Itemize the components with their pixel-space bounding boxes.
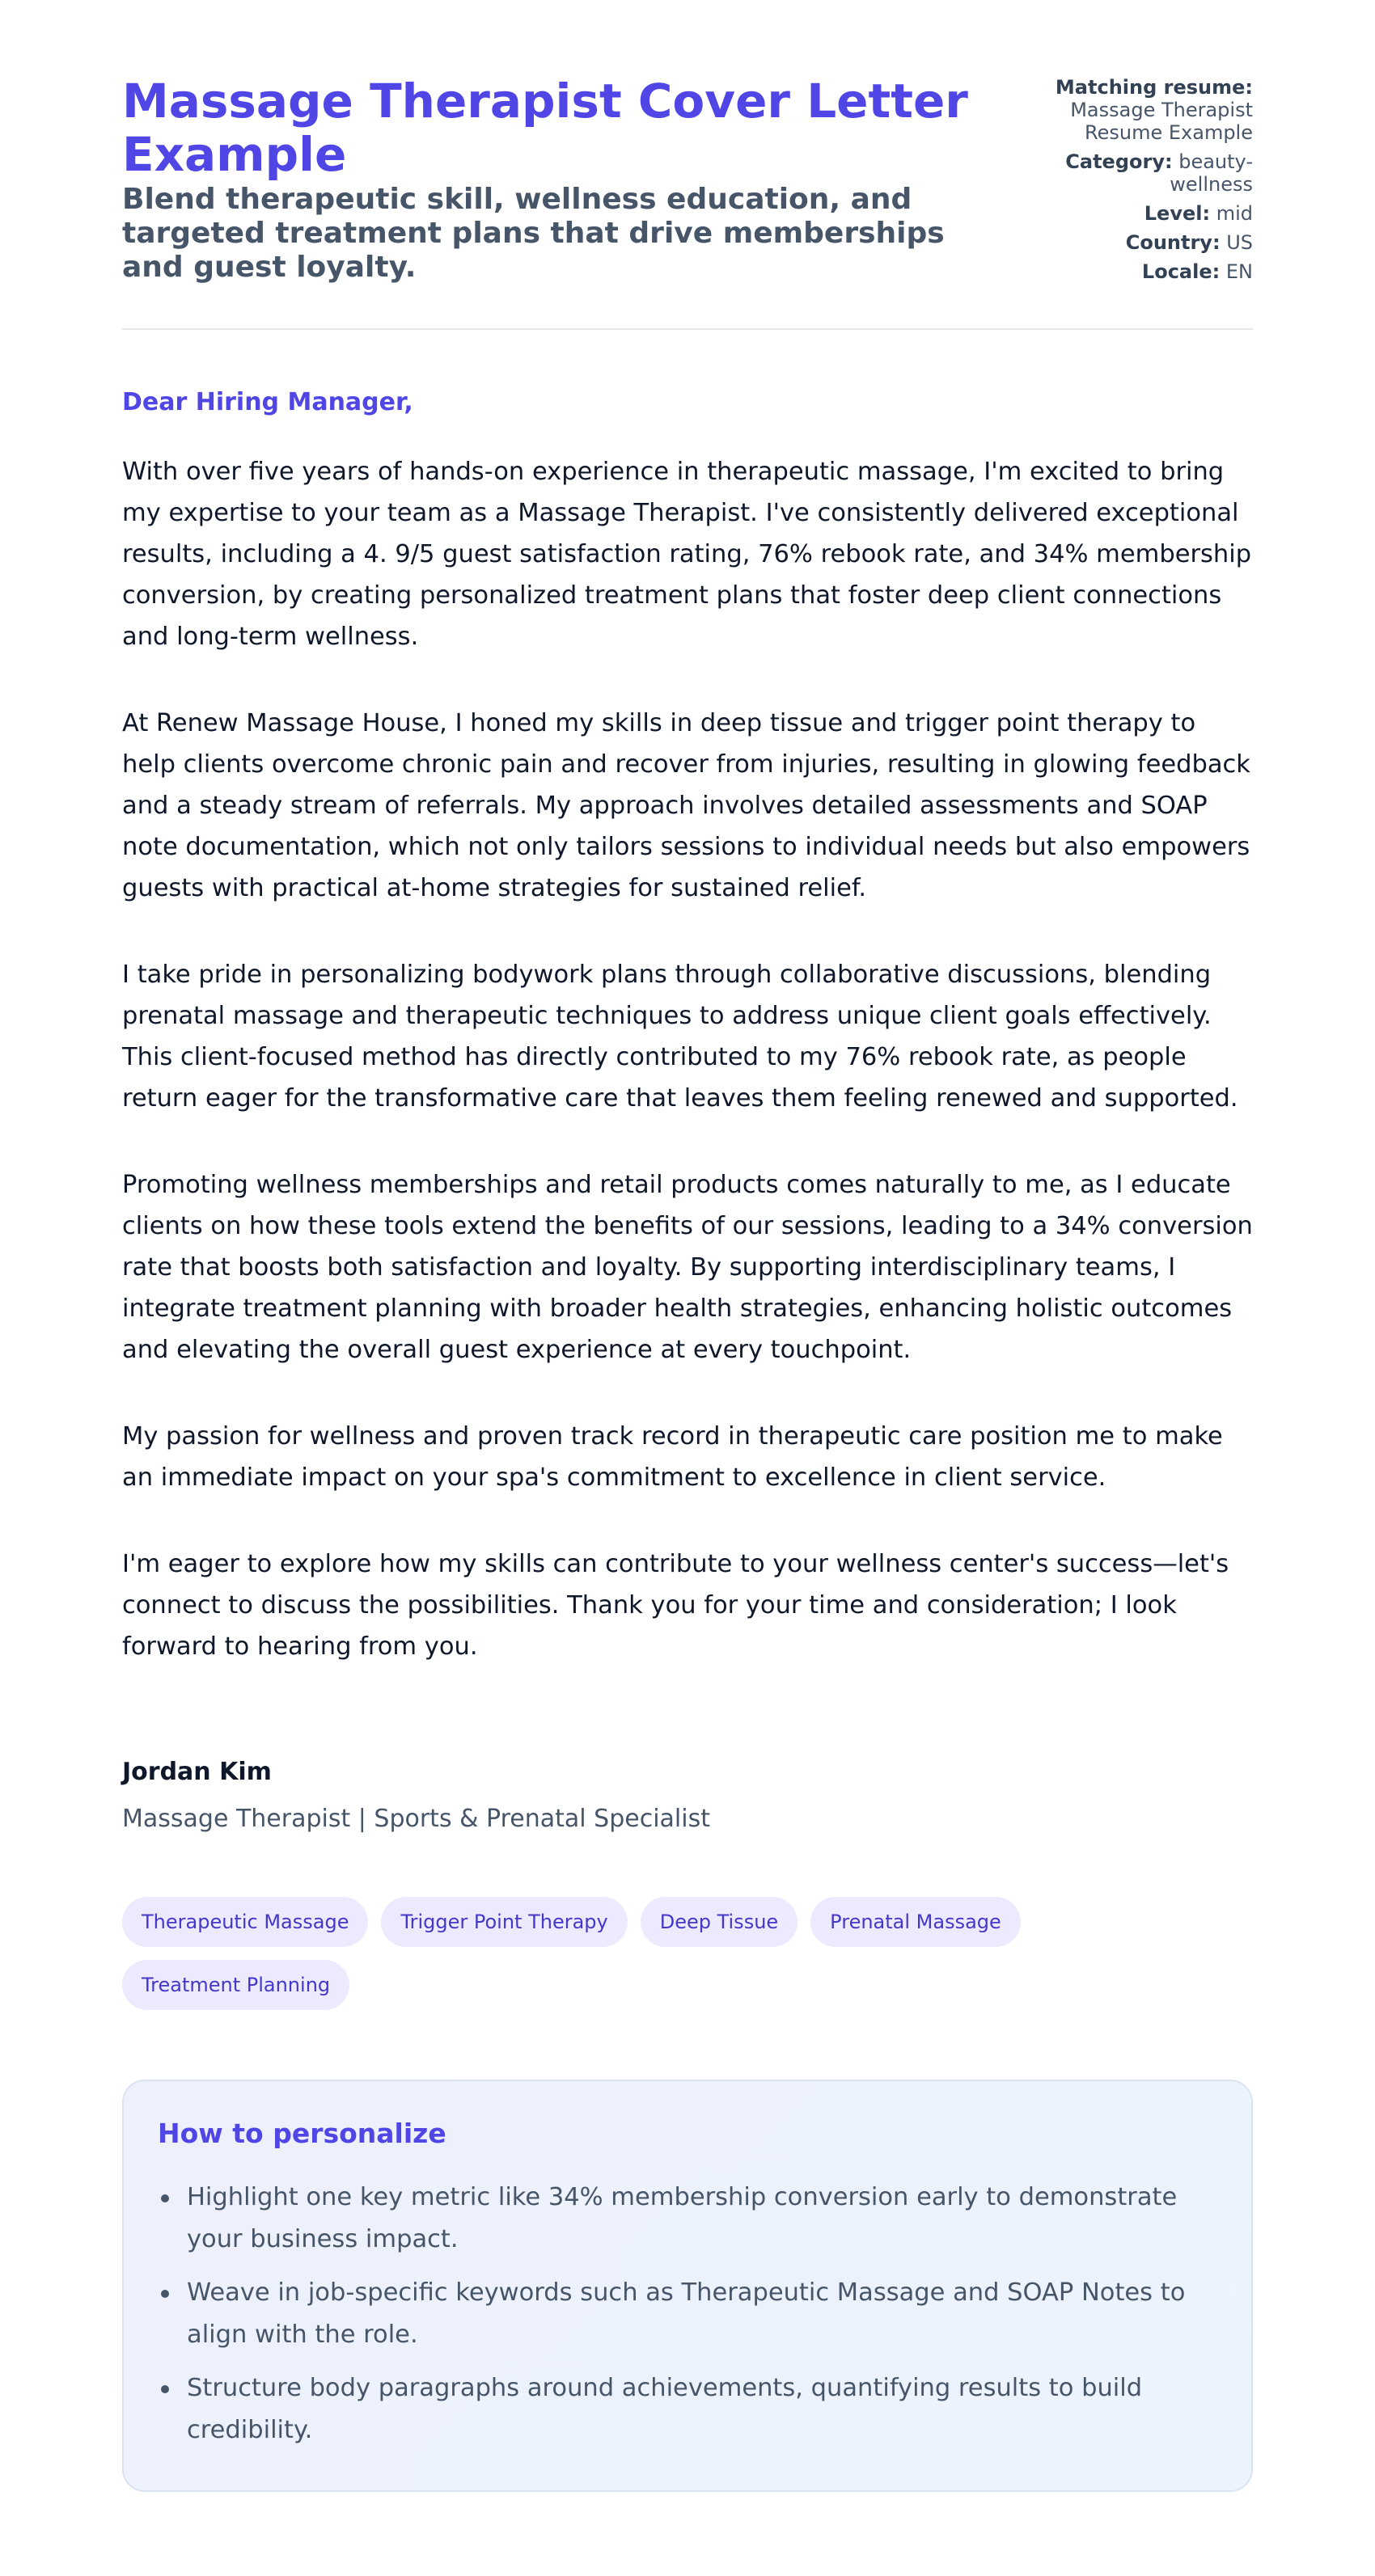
meta-label: Matching resume:	[1055, 76, 1253, 99]
letter-paragraph: I take pride in personalizing bodywork plans through collaborative discussions, blending prenatal massage and therapeutic techniques to address unique client goals effectively. This client-focused method has directly contributed to my 76% rebook rate, as people return eager for the transformative care that leaves them feeling renewed and supported.	[122, 961, 1238, 1113]
skill-tags	[122, 1897, 1093, 2010]
letter-paragraph: Promoting wellness memberships and retail products comes naturally to me, as I educate clients on how these tools extend the benefits of our sessions, leading to a 34% conversion rate that boosts both satisfaction and loyalty. By supporting interdisciplinary teams, I integrate treatment planning with broader health strategies, enhancing holistic outcomes and elevating the overall guest experience at every touchpoint.	[122, 1171, 1253, 1364]
metadata-panel	[1043, 76, 1253, 289]
meta-category	[1043, 150, 1253, 196]
meta-label: Country:	[1125, 231, 1221, 254]
letter-paragraph: I'm eager to explore how my skills can contribute to your wellness center's success—let's connect to discuss the possibilities. Thank you for your time and consideration; I look forward to hearing from you.	[122, 1550, 1229, 1661]
salutation: Dear Hiring Manager,	[122, 388, 413, 416]
signature-block	[122, 1756, 1253, 1835]
meta-label: Level:	[1144, 202, 1211, 225]
letter-paragraph: My passion for wellness and proven track record in therapeutic care position me to make an immediate impact on your spa's commitment to excellence in client service.	[122, 1422, 1223, 1492]
tip-text: Highlight one key metric like 34% membership conversion early to demonstrate your business impact.	[187, 2183, 1178, 2253]
letter-paragraph: At Renew Massage House, I honed my skills in deep tissue and trigger point therapy to help clients overcome chronic pain and recover from injuries, resulting in glowing feedback and a steady stream of referrals. My approach involves detailed assessments and SOAP note documentation, which not only tailors sessions to individual needs but also empowers guests with practical at-home strategies for sustained relief.	[122, 709, 1250, 902]
meta-value: beauty-wellness	[1170, 150, 1253, 196]
skill-tag: Trigger Point Therapy	[381, 1897, 627, 1947]
meta-value: Massage Therapist Resume Example	[1070, 99, 1253, 144]
page-title: Massage Therapist Cover Letter Example	[122, 74, 968, 182]
meta-level	[1043, 202, 1253, 225]
signature-name: Jordan Kim	[122, 1758, 272, 1786]
skill-tag: Deep Tissue	[641, 1897, 798, 1947]
bullet-icon	[161, 2290, 169, 2298]
tips-list	[158, 2177, 1217, 2451]
skill-tag: Treatment Planning	[122, 1960, 349, 2010]
signature-title: Massage Therapist | Sports & Prenatal Specialist	[122, 1805, 710, 1833]
tip-item	[158, 2177, 1217, 2261]
skill-tag: Therapeutic Massage	[122, 1897, 368, 1947]
personalize-tips-card	[122, 2080, 1253, 2492]
header-title-block	[122, 74, 971, 285]
bullet-icon	[161, 2385, 169, 2393]
meta-value: mid	[1216, 202, 1253, 225]
tip-text: Structure body paragraphs around achievements, quantifying results to build credibility.	[187, 2374, 1143, 2444]
page-subtitle: Blend therapeutic skill, wellness education, and targeted treatment plans that drive memberships and guest loyalty.	[122, 183, 945, 284]
letter-body	[122, 386, 1253, 1835]
meta-matching-resume	[1043, 76, 1253, 144]
tip-item	[158, 2367, 1217, 2451]
tip-text: Weave in job-specific keywords such as Therapeutic Massage and SOAP Notes to align with the role.	[187, 2278, 1186, 2349]
tip-item	[158, 2272, 1217, 2356]
bullet-icon	[161, 2194, 169, 2202]
meta-value: US	[1226, 231, 1253, 254]
meta-label: Locale:	[1141, 260, 1221, 283]
letter-paragraph: With over five years of hands-on experience in therapeutic massage, I'm excited to bring my expertise to your team as a Massage Therapist. I've consistently delivered exceptional results, including a 4. 9/5 guest satisfaction rating, 76% rebook rate, and 34% membership conversion, by creating personalized treatment plans that foster deep client connections and long-term wellness.	[122, 458, 1252, 651]
letter-paragraphs	[122, 451, 1253, 1667]
tips-title: How to personalize	[158, 2118, 446, 2149]
skill-tag: Prenatal Massage	[810, 1897, 1021, 1947]
meta-label: Category:	[1065, 150, 1173, 173]
meta-value: EN	[1225, 260, 1253, 283]
meta-country	[1043, 231, 1253, 254]
meta-locale	[1043, 260, 1253, 283]
page-header	[122, 74, 1253, 330]
